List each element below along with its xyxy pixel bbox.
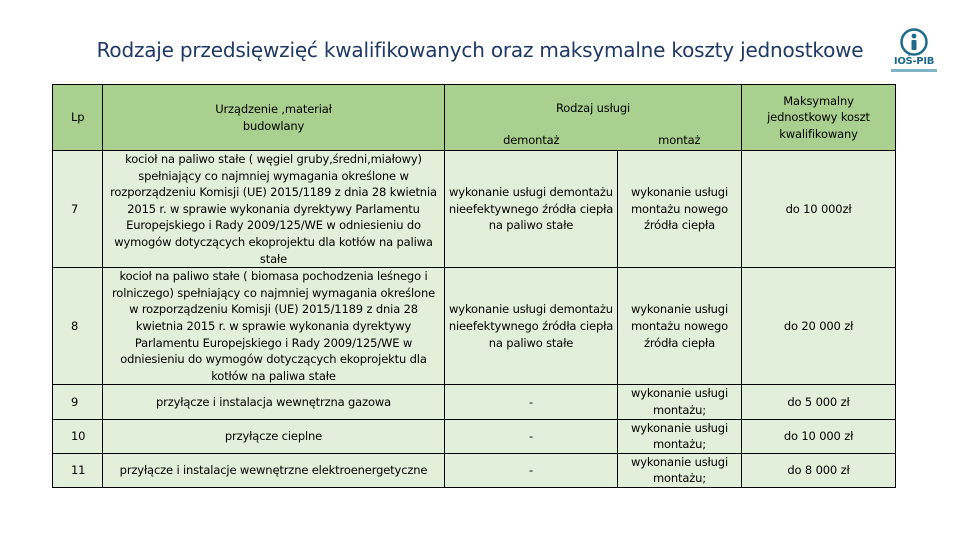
table-row [53,453,896,487]
row-max-cost: do 10 000 zł [742,419,896,453]
table-row [53,419,896,453]
row-assembly: wykonanie usługi montażu; [618,419,742,453]
row-device: kocioł na paliwo stałe ( węgiel gruby,średni,miałowy) spełniający co najmniej wymagania określone w rozporządzeniu Komisji (UE) 2015/1189 z dnia 28 kwietnia 2015 r. w sprawie wykonania dyrektywy Parlamentu Europejskiego i Rady 2009/125/WE w odniesieniu do wymogów dotyczących ekoprojektu dla kotłów na paliwa stałe [103,151,445,268]
row-dismantle: wykonanie usługi demontażu nieefektywnego źródła ciepła na paliwo stałe [445,151,618,268]
row-max-cost: do 5 000 zł [742,385,896,419]
row-assembly: wykonanie usługi montażu nowego źródła ciepła [618,268,742,385]
logo-text: IOŚ-PIB [893,56,935,67]
logo-underline [891,69,937,72]
table-row [53,268,896,385]
header-max-cost: Maksymalny jednostkowy koszt kwalifikowany [742,85,896,151]
header-service: Rodzaj usługi [445,85,742,132]
row-max-cost: do 8 000 zł [742,453,896,487]
row-assembly: wykonanie usługi montażu; [618,385,742,419]
row-max-cost: do 10 000zł [742,151,896,268]
row-dismantle: - [445,419,618,453]
table-row [53,151,896,268]
row-lp: 10 [53,419,103,453]
row-device: kocioł na paliwo stałe ( biomasa pochodzenia leśnego i rolniczego) spełniający co najmniej wymagania określone w rozporządzeniu Komisji (UE) 2015/1189 z dnia 28 kwietnia 2015 r. w sprawie wykonania dyrektywy Parlamentu Europejskiego i Rady 2009/125/WE w odniesieniu do wymogów dotyczących ekoprojektu dla kotłów na paliwa stałe [103,268,445,385]
row-lp: 7 [53,151,103,268]
row-device: przyłącze i instalacja wewnętrzna gazowa [103,385,445,419]
row-assembly: wykonanie usługi montażu nowego źródła ciepła [618,151,742,268]
row-dismantle: - [445,385,618,419]
table-row [53,385,896,419]
header-assembly: montaż [618,132,742,151]
ios-pib-logo [886,28,942,74]
header-device: Urządzenie ,materiał budowlany [103,85,445,151]
header-dismantle: demontaż [445,132,618,151]
costs-table [52,84,896,488]
row-lp: 8 [53,268,103,385]
row-lp: 9 [53,385,103,419]
row-lp: 11 [53,453,103,487]
row-max-cost: do 20 000 zł [742,268,896,385]
table-header-row [53,85,896,132]
info-person-icon [900,28,928,56]
row-device: przyłącze cieplne [103,419,445,453]
row-dismantle: wykonanie usługi demontażu nieefektywnego źródła ciepła na paliwo stałe [445,268,618,385]
page-title: Rodzaje przedsięwzięć kwalifikowanych oraz maksymalne koszty jednostkowe [96,38,864,62]
header-lp: Lp [53,85,103,151]
row-device: przyłącze i instalacje wewnętrzne elektroenergetyczne [103,453,445,487]
row-dismantle: - [445,453,618,487]
row-assembly: wykonanie usługi montażu; [618,453,742,487]
